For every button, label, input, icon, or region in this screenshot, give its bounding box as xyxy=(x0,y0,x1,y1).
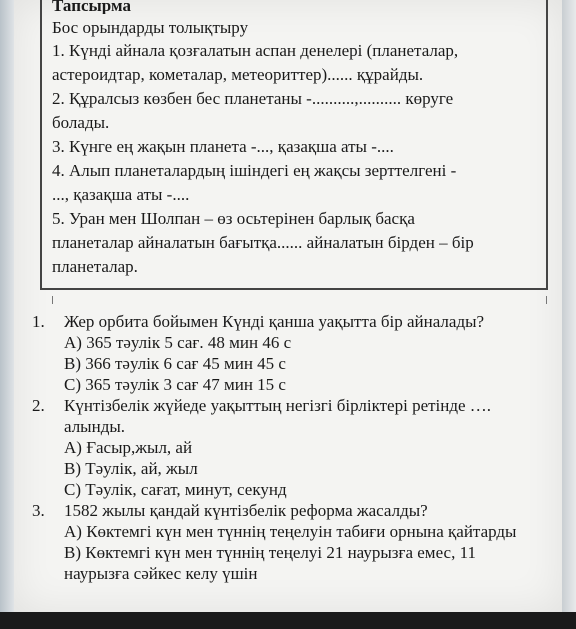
section-divider-tick xyxy=(52,296,53,304)
task-line: астероидтар, кометалар, метеориттер)...... құрайды. xyxy=(52,65,424,84)
task-line: 5. Уран мен Шолпан – өз осьтерінен барлық басқа xyxy=(52,209,415,228)
answer-option: B) 366 тәулік 6 сағ 45 мин 45 с xyxy=(64,354,286,373)
question-number: 1. xyxy=(32,312,45,331)
question-text: Жер орбита бойымен Күнді қанша уақытта бір айналады? xyxy=(64,312,485,331)
question-number: 3. xyxy=(32,501,45,520)
answer-option: A) Көктемгі күн мен түннің теңелуін табиғи орнына қайтарды xyxy=(64,522,517,541)
right-edge-background xyxy=(562,0,576,612)
task-box xyxy=(40,0,548,290)
answer-option: наурызға сәйкес келу үшін xyxy=(64,564,258,583)
task-subtitle: Бос орындарды толықтыру xyxy=(52,18,249,37)
task-line: 4. Алып планеталардың ішіндегі ең жақсы зерттелгені - xyxy=(52,161,457,180)
task-title: Тапсырма xyxy=(52,0,131,14)
answer-option: A) Ғасыр,жыл, ай xyxy=(64,438,193,457)
answer-option: B) Тәулік, ай, жыл xyxy=(64,459,198,478)
question-3 xyxy=(22,500,552,521)
quiz-section xyxy=(22,311,552,584)
left-edge-background xyxy=(0,0,14,612)
section-divider-tick xyxy=(546,296,547,304)
question-text: Күнтізбелік жүйеде уақыттың негізгі бірліктері ретінде …. xyxy=(64,396,492,415)
question-2 xyxy=(22,395,552,416)
task-line: планеталар. xyxy=(52,257,138,276)
task-line: 3. Күнге ең жақын планета -..., қазақша аты -.... xyxy=(52,137,394,156)
answer-option: C) 365 тәулік 3 сағ 47 мин 15 с xyxy=(64,375,286,394)
task-line: ..., қазақша аты -.... xyxy=(52,185,190,204)
answer-option: B) Көктемгі күн мен түннің теңелуі 21 наурызға емес, 11 xyxy=(64,543,476,562)
question-text-continued: алынды. xyxy=(64,417,126,436)
task-line: 1. Күнді айнала қозғалатын аспан денелері (планеталар, xyxy=(52,41,459,60)
answer-option: A) 365 тәулік 5 сағ. 48 мин 46 с xyxy=(64,333,292,352)
bottom-black-bar xyxy=(0,612,576,629)
answer-option: C) Тәулік, сағат, минут, секунд xyxy=(64,480,287,499)
task-line: 2. Құралсыз көзбен бес планетаны -..........,.......... көруге xyxy=(52,89,454,108)
task-line: болады. xyxy=(52,113,110,132)
question-1 xyxy=(22,311,552,332)
task-line: планеталар айналатын бағытқа...... айналатын бірден – бір xyxy=(52,233,474,252)
question-text: 1582 жылы қандай күнтізбелік реформа жасалды? xyxy=(64,501,428,520)
question-number: 2. xyxy=(32,396,45,415)
